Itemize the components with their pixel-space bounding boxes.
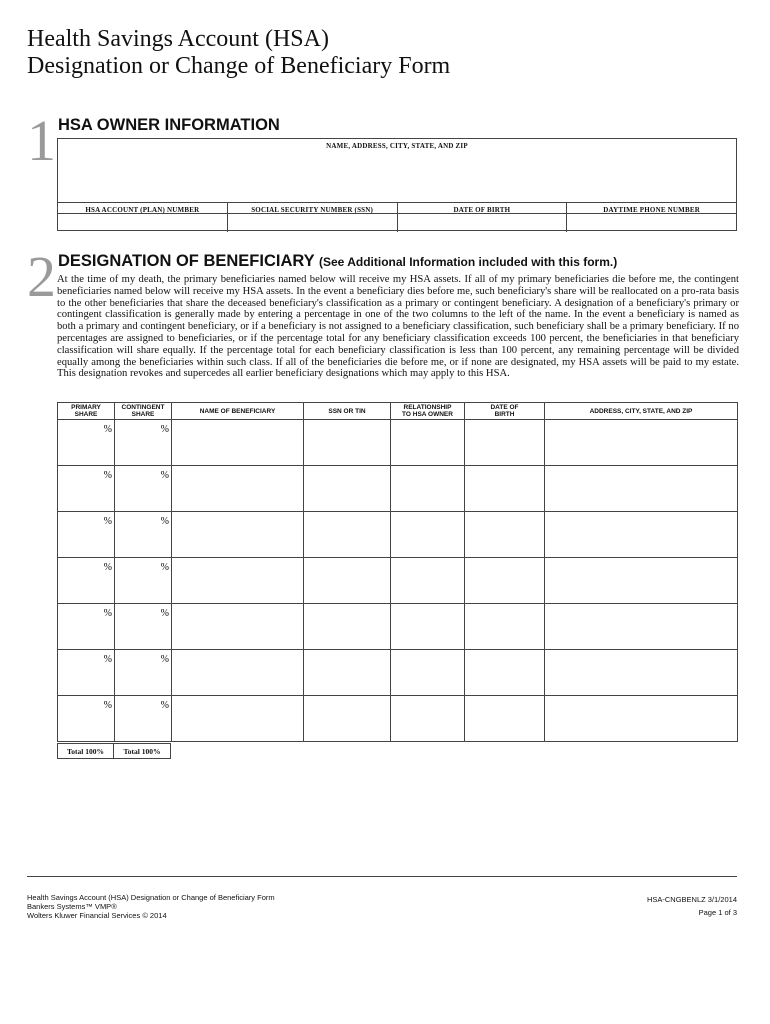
section-number-2: 2 xyxy=(27,244,56,309)
footer-copyright: Wolters Kluwer Financial Services © 2014 xyxy=(27,911,167,920)
ssn-cell xyxy=(228,203,398,232)
beneficiary-address-field[interactable] xyxy=(545,696,738,742)
owner-details-row xyxy=(58,202,736,232)
footer-form-name: Health Savings Account (HSA) Designation or Change of Beneficiary Form xyxy=(27,893,275,902)
col-address: ADDRESS, CITY, STATE, AND ZIP xyxy=(545,403,738,420)
primary-share-field[interactable] xyxy=(58,696,115,742)
beneficiary-dob-field[interactable] xyxy=(465,512,545,558)
beneficiary-name-field[interactable] xyxy=(172,558,304,604)
beneficiary-dob-field[interactable] xyxy=(465,650,545,696)
ssn-label: SOCIAL SECURITY NUMBER (SSN) xyxy=(251,206,374,214)
percent-sign: % xyxy=(103,608,112,619)
beneficiary-name-field[interactable] xyxy=(172,512,304,558)
beneficiary-name-field[interactable] xyxy=(172,466,304,512)
beneficiary-name-field[interactable] xyxy=(172,420,304,466)
beneficiary-row xyxy=(58,650,738,696)
total-contingent: Total 100% xyxy=(114,743,171,759)
section-heading-owner-information: HSA OWNER INFORMATION xyxy=(58,116,280,134)
owner-information-box xyxy=(57,138,737,231)
date-of-birth-label: DATE OF BIRTH xyxy=(453,206,511,214)
form-title-line1: Health Savings Account (HSA) xyxy=(27,26,329,52)
beneficiary-name-field[interactable] xyxy=(172,696,304,742)
beneficiary-address-field[interactable] xyxy=(545,604,738,650)
form-title-line2: Designation or Change of Beneficiary Form xyxy=(27,53,451,79)
primary-share-field[interactable] xyxy=(58,604,115,650)
contingent-share-field[interactable] xyxy=(115,466,172,512)
footer-divider xyxy=(27,876,737,877)
contingent-share-field[interactable] xyxy=(115,650,172,696)
daytime-phone-cell xyxy=(567,203,736,232)
beneficiary-relationship-field[interactable] xyxy=(391,650,465,696)
designation-paragraph: At the time of my death, the primary beneficiaries named below will receive my HSA assets. If all of my primary beneficiaries die before me, the contingent beneficiaries named below will receive my HSA assets. In the event a beneficiary dies before me, such beneficiary's share will be reallocated on a pro-rata basis to the other beneficiaries that share the deceased beneficiary's classification as a primary or contingent beneficiary. A designation of a beneficiary's primary or contingent classification is generally made by entering a percentage in one of the two columns to the left of the name. In the event a beneficiary is named as both a primary and contingent beneficiary, or if a beneficiary is not assigned to a beneficiary classification, such beneficiary shall be a primary beneficiary. If no percentages are assigned to beneficiaries, or if the percentage total for any beneficiary classification exceeds 100 percent, the beneficiaries in that beneficiary classification will share equally. If the percentage total for each beneficiary classification is less than 100 percent, any remaining percentage will be divided equally among the beneficiaries within such class. If all of the beneficiaries die before me, or if none are designated, my HSA assets will be paid to my estate. This designation revokes and supercedes all earlier beneficiary designations which may apply to this HSA. xyxy=(57,274,739,380)
percent-sign: % xyxy=(160,516,169,527)
beneficiary-address-field[interactable] xyxy=(545,650,738,696)
col-relationship: RELATIONSHIP TO HSA OWNER xyxy=(391,403,465,420)
footer-left xyxy=(27,893,275,920)
contingent-share-field[interactable] xyxy=(115,512,172,558)
hsa-account-number-field[interactable] xyxy=(58,213,227,232)
beneficiary-row xyxy=(58,420,738,466)
beneficiary-table xyxy=(57,402,738,742)
ssn-field[interactable] xyxy=(228,213,397,232)
beneficiary-dob-field[interactable] xyxy=(465,466,545,512)
percent-sign: % xyxy=(103,700,112,711)
section-number-1: 1 xyxy=(27,108,56,173)
beneficiary-row xyxy=(58,604,738,650)
primary-share-field[interactable] xyxy=(58,466,115,512)
percent-sign: % xyxy=(160,470,169,481)
beneficiary-row xyxy=(58,558,738,604)
date-of-birth-cell xyxy=(398,203,568,232)
primary-share-field[interactable] xyxy=(58,650,115,696)
percent-sign: % xyxy=(103,516,112,527)
percent-sign: % xyxy=(103,470,112,481)
beneficiary-ssn-field[interactable] xyxy=(304,420,391,466)
percent-sign: % xyxy=(160,700,169,711)
beneficiary-name-field[interactable] xyxy=(172,604,304,650)
beneficiary-row xyxy=(58,512,738,558)
beneficiary-relationship-field[interactable] xyxy=(391,604,465,650)
beneficiary-ssn-field[interactable] xyxy=(304,466,391,512)
beneficiary-dob-field[interactable] xyxy=(465,420,545,466)
designation-subheading: (See Additional Information included with this form.) xyxy=(318,255,618,269)
footer-right xyxy=(647,893,737,919)
beneficiary-address-field[interactable] xyxy=(545,558,738,604)
col-primary-share: PRIMARY SHARE xyxy=(58,403,115,420)
date-of-birth-field[interactable] xyxy=(398,213,567,232)
beneficiary-dob-field[interactable] xyxy=(465,604,545,650)
beneficiary-ssn-field[interactable] xyxy=(304,558,391,604)
beneficiary-ssn-field[interactable] xyxy=(304,696,391,742)
col-name-of-beneficiary: NAME OF BENEFICIARY xyxy=(172,403,304,420)
totals-row xyxy=(57,743,171,759)
beneficiary-address-field[interactable] xyxy=(545,512,738,558)
footer-form-code: HSA-CNGBENLZ 3/1/2014 xyxy=(646,895,737,904)
beneficiary-row xyxy=(58,696,738,742)
col-ssn-or-tin: SSN OR TIN xyxy=(304,403,391,420)
percent-sign: % xyxy=(160,608,169,619)
contingent-share-field[interactable] xyxy=(115,420,172,466)
contingent-share-field[interactable] xyxy=(115,604,172,650)
total-primary: Total 100% xyxy=(57,743,114,759)
beneficiary-relationship-field[interactable] xyxy=(391,466,465,512)
beneficiary-relationship-field[interactable] xyxy=(391,420,465,466)
percent-sign: % xyxy=(103,424,112,435)
percent-sign: % xyxy=(160,424,169,435)
beneficiary-relationship-field[interactable] xyxy=(391,558,465,604)
daytime-phone-label: DAYTIME PHONE NUMBER xyxy=(603,206,700,214)
percent-sign: % xyxy=(160,654,169,665)
designation-heading-text: DESIGNATION OF BENEFICIARY xyxy=(58,252,315,270)
hsa-account-number-cell xyxy=(58,203,228,232)
beneficiary-address-field[interactable] xyxy=(545,420,738,466)
beneficiary-ssn-field[interactable] xyxy=(304,512,391,558)
beneficiary-relationship-field[interactable] xyxy=(391,696,465,742)
col-contingent-share: CONTINGENT SHARE xyxy=(115,403,172,420)
beneficiary-dob-field[interactable] xyxy=(465,696,545,742)
footer-page-number: Page 1 of 3 xyxy=(698,908,737,917)
footer-bankers-systems: Bankers Systems™ VMP® xyxy=(27,902,117,911)
primary-share-field[interactable] xyxy=(58,420,115,466)
percent-sign: % xyxy=(160,562,169,573)
contingent-share-field[interactable] xyxy=(115,558,172,604)
primary-share-field[interactable] xyxy=(58,512,115,558)
percent-sign: % xyxy=(103,562,112,573)
beneficiary-relationship-field[interactable] xyxy=(391,512,465,558)
section-heading-designation xyxy=(58,252,617,271)
beneficiary-name-field[interactable] xyxy=(172,650,304,696)
beneficiary-dob-field[interactable] xyxy=(465,558,545,604)
form-title xyxy=(27,26,450,80)
owner-address-label: NAME, ADDRESS, CITY, STATE, AND ZIP xyxy=(326,142,468,150)
beneficiary-ssn-field[interactable] xyxy=(304,604,391,650)
owner-address-field[interactable] xyxy=(62,153,732,199)
daytime-phone-field[interactable] xyxy=(567,213,736,232)
beneficiary-row xyxy=(58,466,738,512)
contingent-share-field[interactable] xyxy=(115,696,172,742)
percent-sign: % xyxy=(103,654,112,665)
col-date-of-birth: DATE OF BIRTH xyxy=(465,403,545,420)
beneficiary-address-field[interactable] xyxy=(545,466,738,512)
beneficiary-table-header xyxy=(58,403,738,420)
beneficiary-ssn-field[interactable] xyxy=(304,650,391,696)
primary-share-field[interactable] xyxy=(58,558,115,604)
hsa-account-number-label: HSA ACCOUNT (PLAN) NUMBER xyxy=(85,206,200,214)
